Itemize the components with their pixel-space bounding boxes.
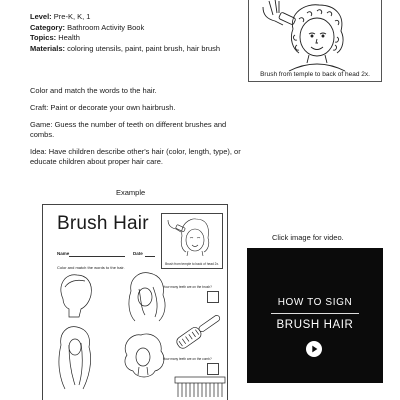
meta-category: Category: Bathroom Activity Book: [30, 22, 145, 32]
video-click-label: Click image for video.: [272, 233, 344, 242]
answer-box-comb: [207, 363, 219, 375]
mini-card-caption: Brush from temple to back of head 2x.: [165, 262, 219, 266]
video-title-line1: HOW TO SIGN: [277, 297, 353, 308]
video-title-line2: BRUSH HAIR: [276, 319, 354, 331]
worksheet-name-label: Name: [57, 251, 70, 256]
desc-paragraph-3: Game: Guess the number of teeth on different brushes and combs.: [30, 120, 227, 139]
worksheet-thumbnail[interactable]: [42, 204, 228, 400]
desc-paragraph-2: Craft: Paint or decorate your own hairbrush.: [30, 103, 176, 112]
worksheet-question-comb: How many teeth are on the comb?: [163, 357, 212, 361]
play-icon[interactable]: [306, 341, 322, 357]
how-to-sign-video-thumbnail[interactable]: [247, 248, 383, 383]
activity-description: [30, 86, 250, 174]
worksheet-title: Brush Hair: [57, 213, 149, 234]
hero-illustration[interactable]: [248, 0, 382, 82]
example-label: Example: [116, 188, 146, 197]
video-divider: [271, 313, 359, 314]
meta-topics: Topics: Health: [30, 33, 80, 42]
worksheet-instruction: Color and match the words to the hair.: [57, 265, 125, 270]
desc-paragraph-1: Color and match the words to the hair.: [30, 86, 157, 95]
desc-paragraph-4: Idea: Have children describe other's hair (color, length, type), or educate children about proper hair care.: [30, 147, 241, 166]
worksheet-question-brush: How many teeth are on the brush?: [163, 285, 212, 289]
answer-box-brush: [207, 291, 219, 303]
worksheet-line-art: [43, 205, 228, 400]
hero-caption: Brush from temple to back of head 2x.: [260, 71, 370, 78]
meta-materials: Materials: coloring utensils, paint, paint brush, hair brush: [30, 43, 221, 53]
meta-level: Level: Pre-K, K, 1: [30, 12, 91, 21]
activity-meta: [30, 12, 230, 54]
worksheet-date-label: Date: [133, 251, 143, 256]
